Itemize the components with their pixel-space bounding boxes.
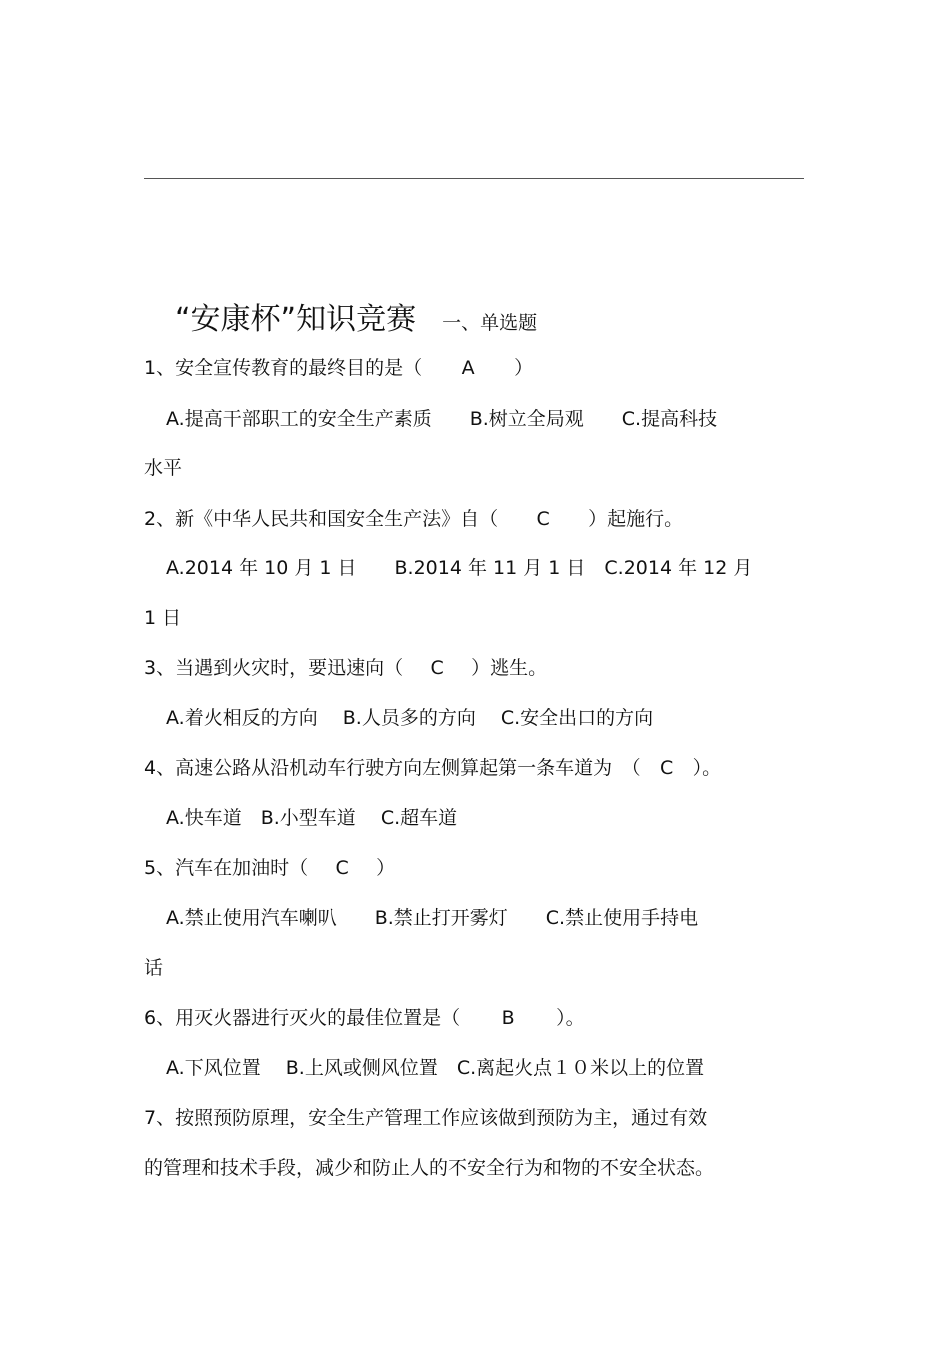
section-heading: 一、单选题	[442, 312, 538, 334]
question-text: 6、用灭火器进行灭火的最佳位置是（	[144, 1007, 461, 1029]
options-5-cont: 话	[144, 957, 164, 979]
question-text: 3、当遇到火灾时，要迅速向（	[144, 657, 404, 679]
options-4: A.快车道 B.小型车道 C.超车道	[166, 807, 458, 829]
options-5: A.禁止使用汽车喇叭 B.禁止打开雾灯 C.禁止使用手持电	[166, 907, 699, 929]
question-text-end: ）。	[556, 1007, 585, 1029]
question-text-end: ）。	[692, 757, 722, 779]
options-2-cont: 1 日	[144, 607, 182, 629]
question-1	[144, 355, 533, 381]
question-text: 2、新《中华人民共和国安全生产法》自（	[144, 508, 499, 530]
question-text-end: ）逃生。	[471, 657, 548, 679]
answer-5: C	[335, 857, 349, 879]
answer-4: C	[659, 757, 674, 779]
question-5	[144, 855, 395, 881]
header-rule	[144, 178, 804, 179]
question-text-end: ）起施行。	[588, 508, 684, 530]
question-3	[144, 655, 547, 681]
options-1-cont: 水平	[144, 457, 183, 479]
question-text: 4、高速公路从沿机动车行驶方向左侧算起第一条车道为 （	[144, 757, 641, 779]
answer-3: C	[430, 657, 444, 679]
title-main: “安康杯”知识竞赛	[175, 302, 417, 337]
question-text-end: ）	[376, 857, 396, 879]
question-6	[144, 1005, 585, 1031]
answer-2: C	[536, 508, 550, 530]
question-4	[144, 755, 721, 781]
question-text: 1、安全宣传教育的最终目的是（	[144, 357, 423, 379]
options-2: A.2014 年 10 月 1 日 B.2014 年 11 月 1 日 C.2014 年 12 月	[166, 557, 753, 579]
question-2	[144, 506, 683, 532]
answer-1: A	[461, 357, 475, 379]
options-6: A.下风位置 B.上风或侧风位置 C.离起火点１０米以上的位置	[166, 1057, 705, 1079]
question-text: 5、汽车在加油时（	[144, 857, 309, 879]
answer-6: B	[501, 1007, 515, 1029]
question-text-end: ）	[514, 357, 534, 379]
document-title	[175, 294, 537, 338]
statement-7-line-2: 的管理和技术手段，减少和防止人的不安全行为和物的不安全状态。	[144, 1157, 715, 1179]
options-3: A.着火相反的方向 B.人员多的方向 C.安全出口的方向	[166, 707, 654, 729]
options-1: A.提高干部职工的安全生产素质 B.树立全局观 C.提高科技	[166, 408, 718, 430]
statement-7-line-1: 7、按照预防原理，安全生产管理工作应该做到预防为主，通过有效	[144, 1107, 708, 1129]
